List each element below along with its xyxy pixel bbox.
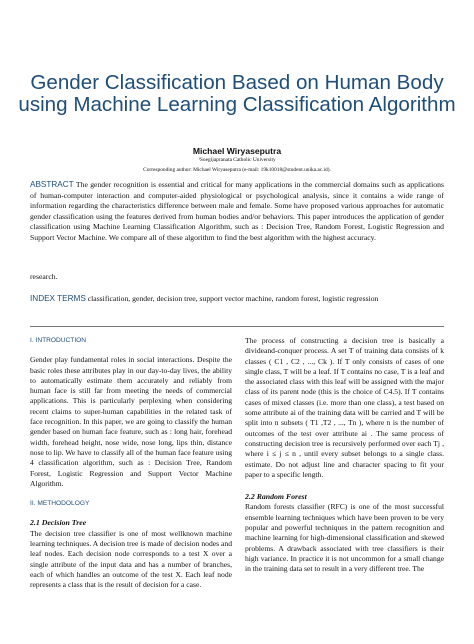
- random-forest-heading: 2.2 Random Forest: [245, 492, 307, 502]
- abstract-text: The gender recognition is essential and critical for many applications in the commercial domains such as applications of human-computer interaction and computer-aided physiological or psychological analysis, since it contains a wide range of information regarding the characteristics difference between male and female. Some have proposed various approaches for automatic gender classification using the features derived from human bodies and/or behaviors. This paper introduces the application of gender classification using Machine Learning Classification Algorithm, such as : Decision Tree, Random Forest, Logistic Regression and Support Vector Machine. We compare all of these algorithm to find the best algorithm with the highest accuracy.: [30, 180, 444, 242]
- decision-tree-continued-text: The process of constructing a decision tree is basically a divideand-conquer process. A set T of training data consists of k classes ( C1 , C2 , ..., Ck ). If T only consists of cases of one single class, T will be a leaf. If T contains no case, T is a leaf and the associated class with this leaf will be assigned with the major class of its parent node (this is the choice of C4.5). If T contains cases of mixed classes (i.e. more than one class), a test based on some attribute ai of the training data will be carried and T will be split into n subsets ( T1 ,T2 , ..., Tn ), where n is the number of outcomes of the test over attribute ai . The same process of constructing decision tree is recursively performed over each Tj , where i ≤ j ≤ n , until every subset belongs to a single class. estimate. Do not adjust line and character spacing to fit your paper to a specific length.: [245, 336, 444, 479]
- paper-title: Gender Classification Based on Human Body using Machine Learning Classification Algorithm: [18, 71, 456, 116]
- research-fragment: research.: [30, 272, 58, 281]
- abstract-label: ABSTRACT: [30, 180, 74, 189]
- random-forest-text: Random forests classifier (RFC) is one of the most successful ensemble learning techniques which have been proven to be very popular and powerful techniques in the pattern recognition and machine learning for high-dimensional classification and skewed problems. A drawback associated with tree classifiers is their high variance. In practice it is not uncommon for a small change in the training data set to result in a very different tree. The: [245, 502, 444, 574]
- introduction-text: Gender play fundamental roles in social interactions. Despite the basic roles these attributes play in our day-to-day lives, the ability to automatically estimate them accurately and reliably from human face is still far from meeting the needs of commercial applications. This is particularly perplexing when considering recent claims to super-human capabilities in the related task of face recognition. In this paper, we are going to classify the human gender based on human face feature, such as : long hair, forehead width, forehead height, nose wide, nose long, lips thin, distance nose to lip. We have to classify all of the human face feature using 4 classification algorithm, such as : Decision Tree, Random Forest, Logistic Regression and Support Vector Machine Algorithm.: [30, 355, 232, 488]
- index-terms-text: classification, gender, decision tree, support vector machine, random forest, logistic regression: [87, 294, 379, 303]
- index-terms: [30, 294, 444, 305]
- abstract: [30, 180, 444, 243]
- corresponding-author: Corresponding author: Michael Wiryaseputra (e-mail: 19k10018@student.unika.ac.id).: [143, 167, 331, 173]
- author-name: Michael Wiryaseputra: [192, 146, 282, 156]
- author-affiliation: ¹Soegijapranata Catholic University: [198, 157, 276, 163]
- decision-tree-heading: 2.1 Decision Tree: [30, 518, 87, 528]
- methodology-heading: II. METHODOLOGY: [30, 500, 90, 508]
- introduction-heading: I. INTRODUCTION: [30, 337, 87, 344]
- decision-tree-text: The decision tree classifier is one of most wellknown machine learning techniques. A decision tree is made of decision nodes and leaf nodes. Each decision node corresponds to a test X over a single attribute of the input data and has a number of branches, each of which handles an outcome of the test X. Each leaf node represents a class that is the result of decision for a case.: [30, 528, 232, 590]
- index-terms-label: INDEX TERMS: [30, 294, 86, 303]
- section-divider: [30, 326, 444, 327]
- left-column: [30, 336, 232, 591]
- right-column: [245, 336, 444, 575]
